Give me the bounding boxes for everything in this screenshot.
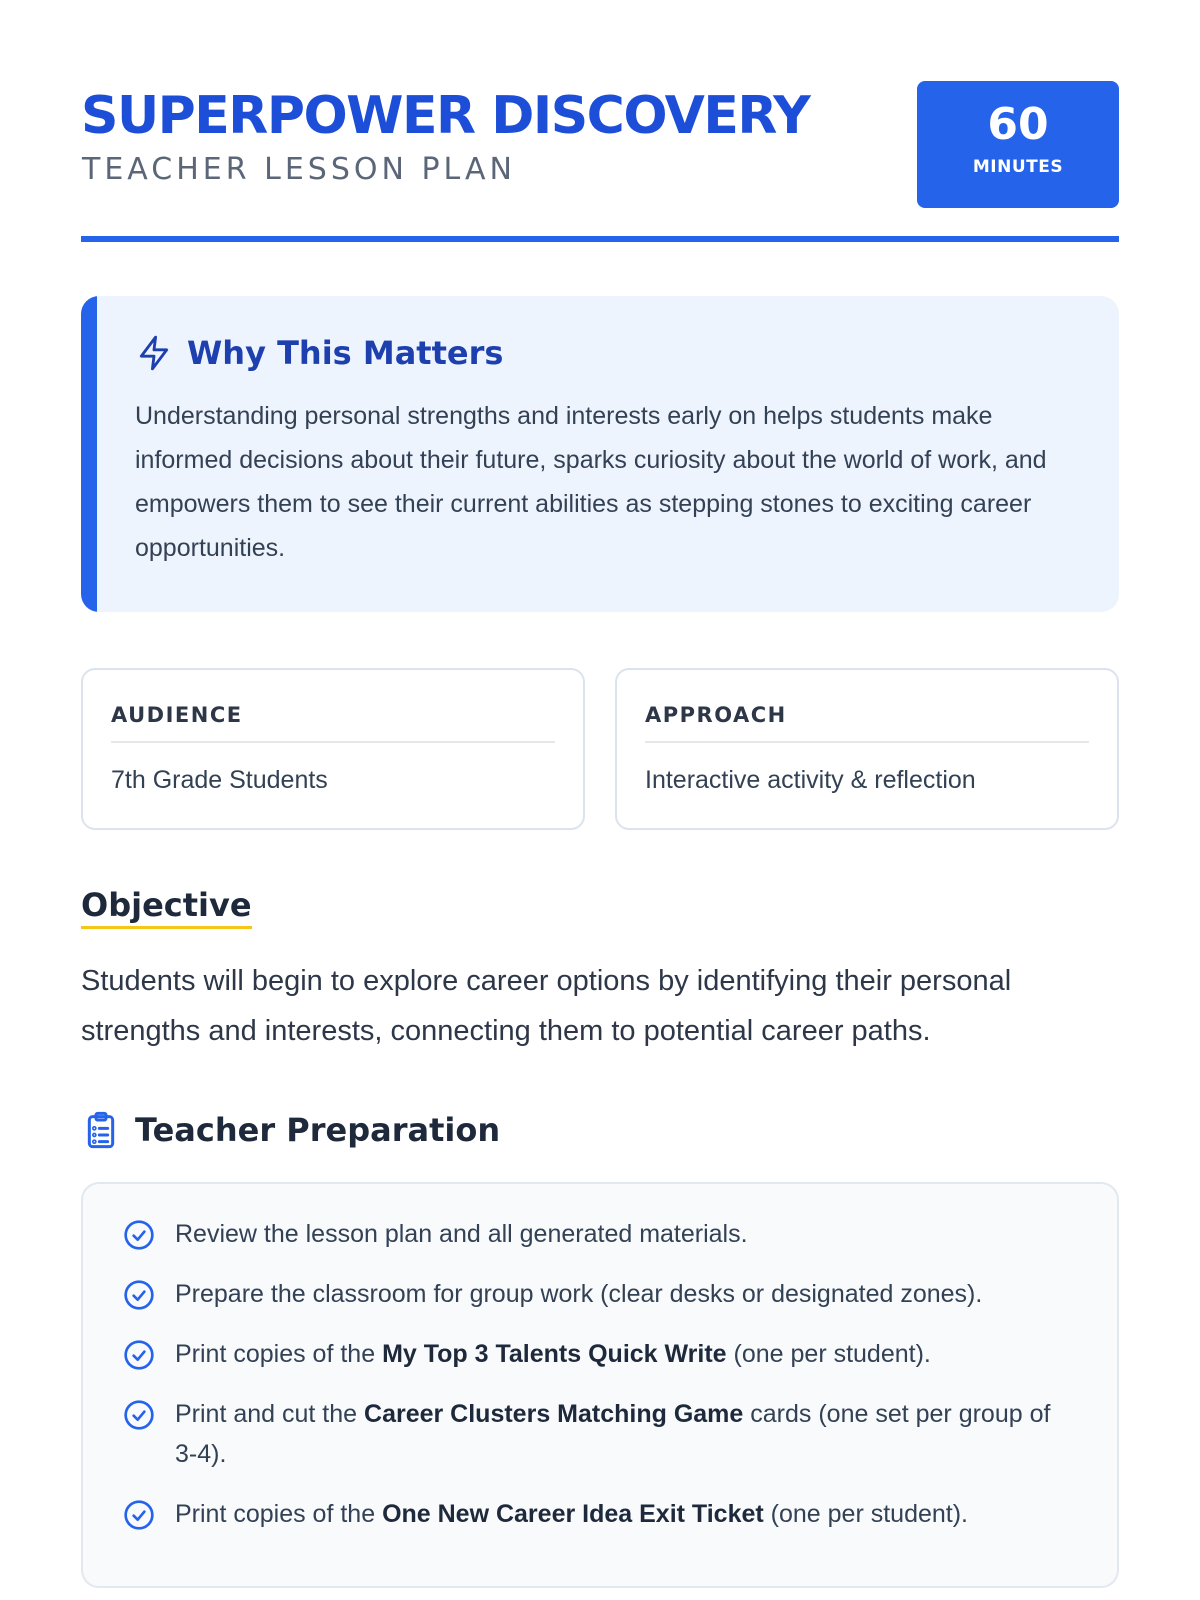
- prep-item: [123, 1214, 1077, 1254]
- audience-card: [81, 668, 585, 830]
- prep-checklist: [81, 1182, 1119, 1588]
- prep-item-text: Review the lesson plan and all generated materials.: [175, 1220, 748, 1248]
- why-body: Understanding personal strengths and interests early on helps students make informed decisions about their future, sparks curiosity about the world of work, and empowers them to see their current abilities as stepping stones to exciting career opportunities.: [135, 402, 1047, 562]
- prep-item-text: Print copies of the My Top 3 Talents Quick Write (one per student).: [175, 1340, 931, 1368]
- prep-item: [123, 1494, 1077, 1534]
- material-name: Career Clusters Matching Game: [364, 1400, 744, 1428]
- approach-value: Interactive activity & reflection: [645, 766, 976, 794]
- prep-item: [123, 1334, 1077, 1374]
- check-circle-icon: [123, 1399, 155, 1431]
- prep-heading-row: [81, 1110, 500, 1150]
- prep-item-text: Print and cut the Career Clusters Matching Game cards (one set per group of 3-4).: [175, 1400, 1051, 1468]
- material-name: My Top 3 Talents Quick Write: [382, 1340, 727, 1368]
- prep-item: [123, 1274, 1077, 1314]
- check-circle-icon: [123, 1339, 155, 1371]
- check-circle-icon: [123, 1279, 155, 1311]
- clipboard-icon: [81, 1110, 121, 1150]
- check-circle-icon: [123, 1219, 155, 1251]
- prep-item-text: Prepare the classroom for group work (clear desks or designated zones).: [175, 1280, 983, 1308]
- header-divider: [81, 236, 1119, 242]
- why-heading-row: [135, 334, 503, 372]
- prep-item-text: Print copies of the One New Career Idea Exit Ticket (one per student).: [175, 1500, 969, 1528]
- why-this-matters-callout: [81, 296, 1119, 612]
- approach-card: [615, 668, 1119, 830]
- page-subtitle: TEACHER LESSON PLAN: [82, 152, 516, 187]
- prep-list: [123, 1214, 1077, 1534]
- duration-unit: MINUTES: [972, 157, 1064, 177]
- audience-value: 7th Grade Students: [111, 766, 328, 794]
- why-heading: Why This Matters: [187, 334, 504, 372]
- prep-item: [123, 1394, 1077, 1474]
- audience-label: AUDIENCE: [111, 670, 555, 743]
- approach-label: APPROACH: [645, 670, 1089, 743]
- duration-value: 60: [987, 99, 1049, 150]
- objective-body: Students will begin to explore career options by identifying their personal strengths and interests, connecting them to potential career paths.: [81, 965, 1012, 1047]
- prep-heading: Teacher Preparation: [135, 1111, 501, 1149]
- callout-accent-bar: [81, 296, 97, 612]
- check-circle-icon: [123, 1499, 155, 1531]
- objective-heading: Objective: [81, 886, 252, 929]
- material-name: One New Career Idea Exit Ticket: [382, 1500, 764, 1528]
- header: [81, 0, 1119, 244]
- lightning-icon: [135, 334, 173, 372]
- page-title: SUPERPOWER DISCOVERY: [81, 86, 810, 146]
- duration-badge: [917, 81, 1119, 208]
